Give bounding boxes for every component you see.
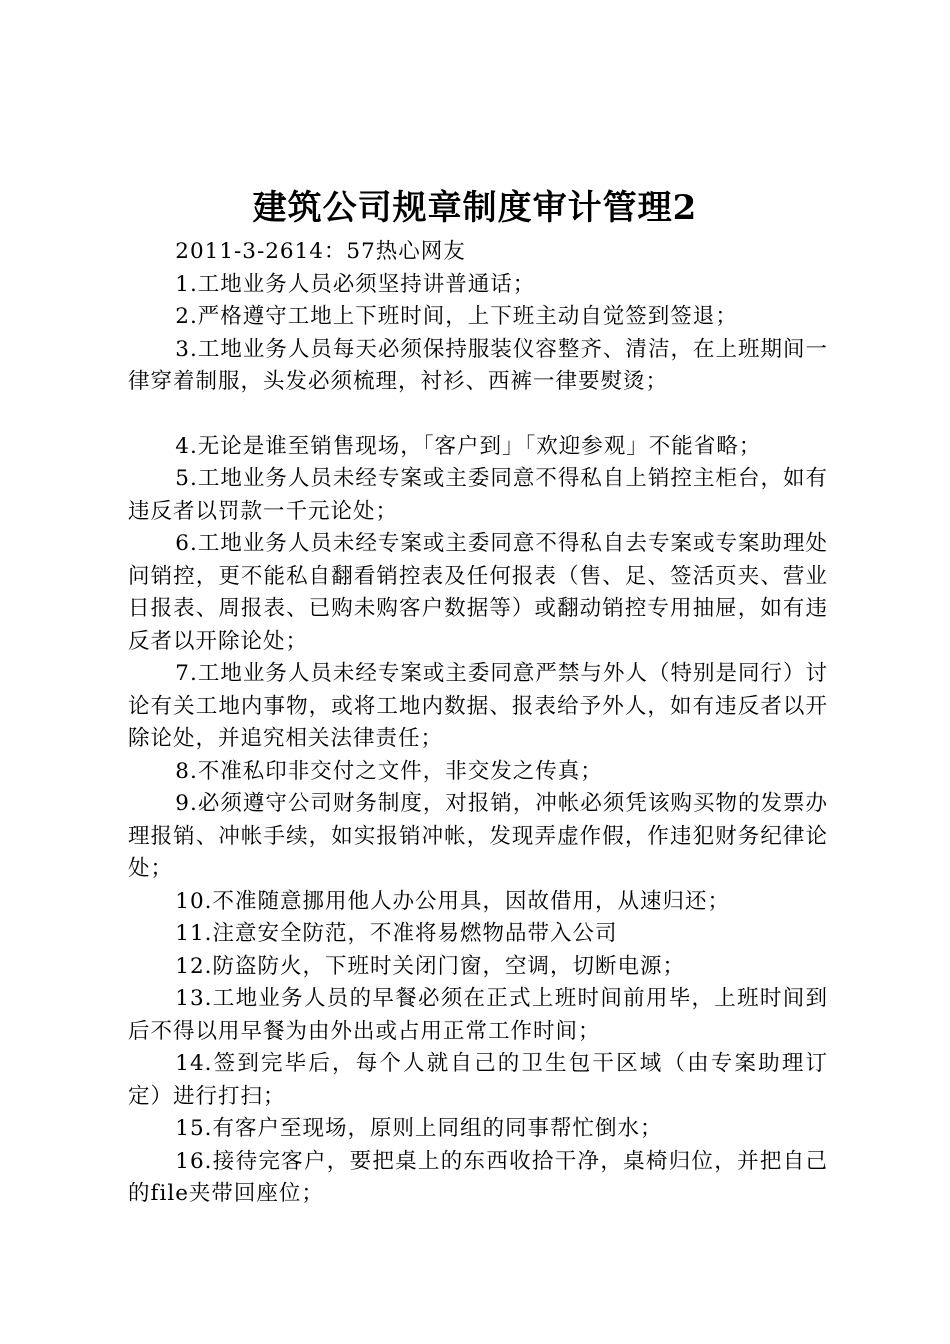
rule-paragraph: 6.工地业务人员未经专案或主委同意不得私自去专案或专案助理处问销控，更不能私自翻看销控表及任何报表（售、足、签活页夹、营业日报表、周报表、已购未购客户数据等）或翻动销控专用抽屉，如有违反者以开除论处； bbox=[128, 531, 828, 654]
document-body bbox=[128, 236, 828, 1211]
rule-paragraph: 9.必须遵守公司财务制度，对报销，冲帐必须凭该购买物的发票办理报销、冲帐手续，如实报销冲帐，发现弄虚作假，作违犯财务纪律论处； bbox=[128, 791, 828, 881]
rule-paragraph: 12.防盗防火，下班时关闭门窗，空调，切断电源； bbox=[175, 953, 685, 979]
rule-paragraph: 5.工地业务人员未经专案或主委同意不得私自上销控主柜台，如有违反者以罚款一千元论处； bbox=[128, 466, 828, 524]
rule-paragraph: 16.接待完客户，要把桌上的东西收拾干净，桌椅归位，并把自己的file夹带回座位； bbox=[128, 1148, 828, 1206]
rule-paragraph: 10.不准随意挪用他人办公用具，因故借用，从速归还； bbox=[175, 888, 730, 914]
rule-paragraph: 2.严格遵守工地上下班时间，上下班主动自觉签到签退； bbox=[175, 304, 738, 329]
document-title: 建筑公司规章制度审计管理2 bbox=[252, 188, 698, 228]
rule-paragraph: 7.工地业务人员未经专案或主委同意严禁与外人（特别是同行）讨论有关工地内事物，或将工地内数据、报表给予外人，如有违反者以开除论处，并追究相关法律责任； bbox=[128, 661, 828, 751]
rule-paragraph: 15.有客户至现场，原则上同组的同事帮忙倒水； bbox=[175, 1116, 663, 1141]
rule-paragraph: 14.签到完毕后，每个人就自己的卫生包干区域（由专案助理订定）进行打扫； bbox=[128, 1051, 828, 1109]
rule-paragraph: 8.不准私印非交付之文件，非交发之传真； bbox=[175, 758, 603, 784]
rule-paragraph: 3.工地业务人员每天必须保持服装仪容整齐、清洁，在上班期间一律穿着制服，头发必须梳理，衬衫、西裤一律要熨烫； bbox=[128, 336, 828, 394]
rule-paragraph: 1.工地业务人员必须坚持讲普通话； bbox=[175, 271, 536, 297]
rule-paragraph: 11.注意安全防范，不准将易燃物品带入公司 bbox=[175, 921, 618, 946]
rule-paragraph: 4.无论是谁至销售现场，「客户到」「欢迎参观」不能省略； bbox=[175, 433, 762, 459]
rule-paragraph: 13.工地业务人员的早餐必须在正式上班时间前用毕，上班时间到后不得以用早餐为由外出或占用正常工作时间； bbox=[128, 986, 828, 1044]
meta-line: 2011-3-2614：57热心网友 bbox=[175, 239, 466, 264]
